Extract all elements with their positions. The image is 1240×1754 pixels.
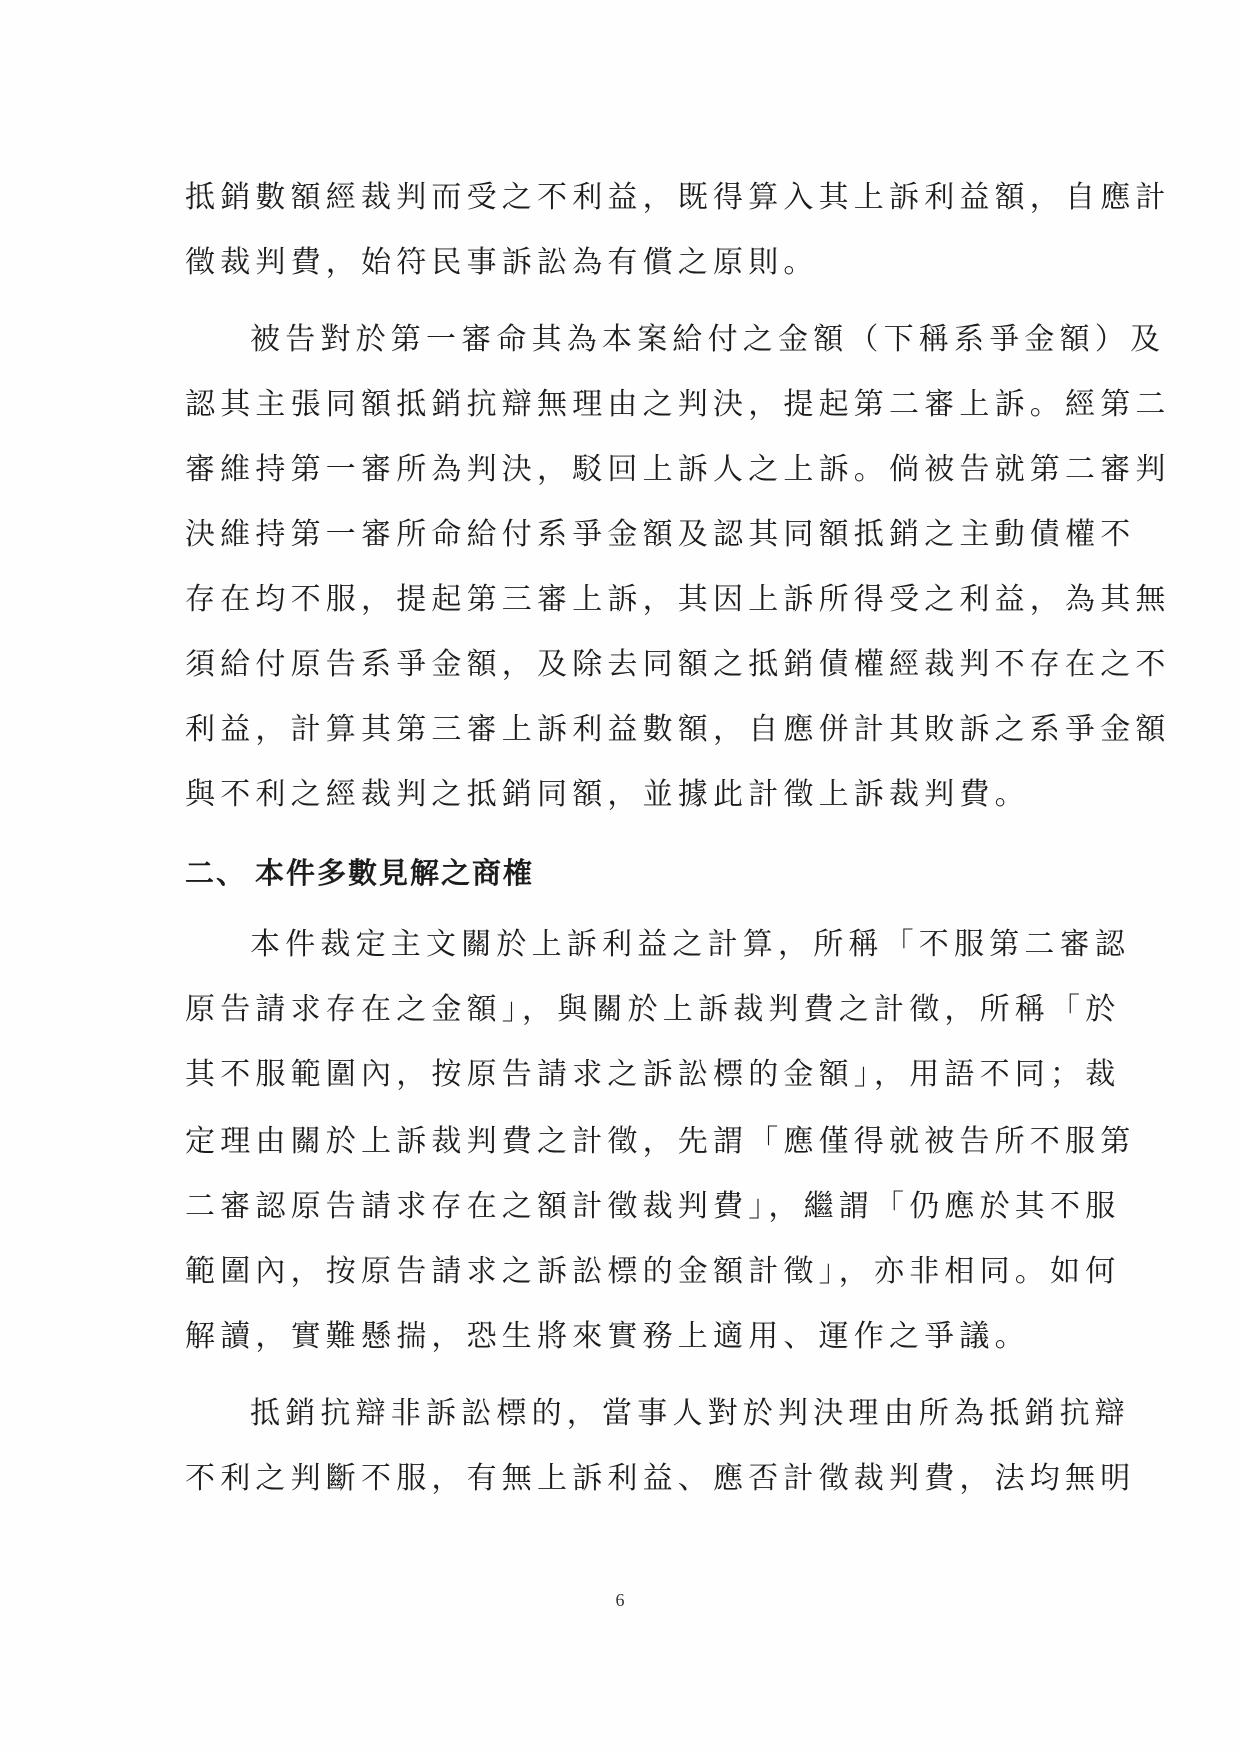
paragraph-line: 利益，計算其第三審上訴利益數額，自應併計其敗訴之系爭金額 (185, 712, 1171, 747)
paragraph-line: 本件裁定主文關於上訴利益之計算，所稱「不服第二審認 (250, 927, 1130, 962)
section-number: 二、 (185, 856, 248, 890)
paragraph-line: 抵銷抗辯非訴訟標的，當事人對於判決理由所為抵銷抗辯 (250, 1396, 1130, 1431)
paragraph-line: 與不利之經裁判之抵銷同額，並據此計徵上訴裁判費。 (185, 777, 1030, 812)
paragraph-line: 決維持第一審所命給付系爭金額及認其同額抵銷之主動債權不 (185, 517, 1136, 552)
paragraph-line: 其不服範圍內，按原告請求之訴訟標的金額」，用語不同；裁 (185, 1057, 1121, 1092)
page-number: 6 (615, 1590, 625, 1610)
paragraph-line: 被告對於第一審命其為本案給付之金額（下稱系爭金額）及 (250, 322, 1166, 357)
paragraph-line: 徵裁判費，始符民事訴訟為有償之原則。 (185, 245, 819, 280)
paragraph-line: 原告請求存在之金額」，與關於上訴裁判費之計徵，所稱「於 (185, 992, 1121, 1027)
paragraph-line: 抵銷數額經裁判而受之不利益，既得算入其上訴利益額，自應計 (185, 180, 1171, 215)
section-title: 本件多數見解之商榷 (255, 856, 535, 890)
paragraph-line: 審維持第一審所為判決，駁回上訴人之上訴。倘被告就第二審判 (185, 452, 1171, 487)
paragraph-line: 須給付原告系爭金額，及除去同額之抵銷債權經裁判不存在之不 (185, 647, 1171, 682)
paragraph-line: 範圍內，按原告請求之訴訟標的金額計徵」，亦非相同。如何 (185, 1254, 1121, 1289)
section-heading (185, 853, 1055, 893)
paragraph-line: 認其主張同額抵銷抗辯無理由之判決，提起第二審上訴。經第二 (185, 387, 1171, 422)
paragraph-line: 不利之判斷不服，有無上訴利益、應否計徵裁判費，法均無明 (185, 1461, 1136, 1496)
paragraph-line: 二審認原告請求存在之額計徵裁判費」，繼謂「仍應於其不服 (185, 1189, 1121, 1224)
paragraph-line: 存在均不服，提起第三審上訴，其因上訴所得受之利益，為其無 (185, 582, 1171, 617)
paragraph-line: 定理由關於上訴裁判費之計徵，先謂「應僅得就被告所不服第 (185, 1124, 1136, 1159)
paragraph-line: 解讀，實難懸揣，恐生將來實務上適用、運作之爭議。 (185, 1319, 1030, 1354)
